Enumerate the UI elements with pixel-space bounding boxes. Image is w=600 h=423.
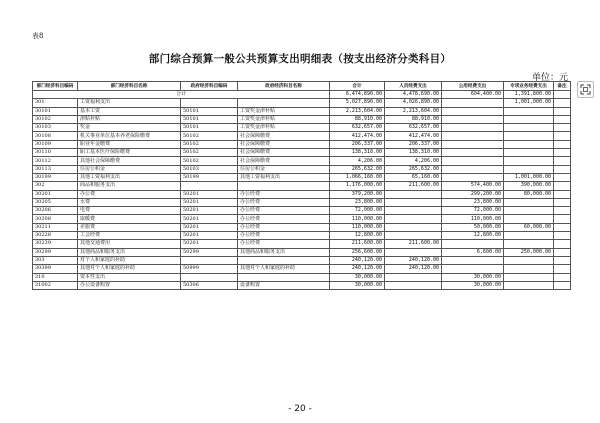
cell-note: [554, 157, 571, 165]
cell-special: 250,000.00: [504, 248, 554, 256]
cell-dept-code: 30299: [33, 248, 78, 256]
cell-gov-name: 办公经费: [238, 223, 330, 231]
cell-gov-code: [181, 273, 238, 281]
cell-total: 632,657.00: [330, 124, 385, 132]
cell-total: 2,213,604.00: [330, 107, 385, 115]
cell-dept-code: 30228: [33, 232, 78, 240]
cell-personnel: [385, 281, 442, 289]
cell-personnel: 240,120.00: [385, 265, 442, 273]
cell-gov-name: 社会保障缴费: [238, 149, 330, 157]
cell-dept-name: 基本工资: [78, 107, 181, 115]
cell-gov-name: [238, 273, 330, 281]
cell-note: [554, 281, 571, 289]
cell-dept-name: 办公费: [78, 190, 181, 198]
cell-personnel: [385, 273, 442, 281]
table-row: [33, 232, 571, 240]
cell-personnel: 88,910.00: [385, 115, 442, 123]
cell-public: [442, 165, 504, 173]
cell-public: [442, 265, 504, 273]
cell-dept-name: 电费: [78, 207, 181, 215]
cell-note: [554, 198, 571, 206]
cell-personnel: 211,600.00: [385, 182, 442, 190]
cell-note: [554, 173, 571, 181]
cell-personnel: 240,120.00: [385, 256, 442, 264]
cell-dept-code: 30108: [33, 132, 78, 140]
cell-note: [554, 99, 571, 107]
cell-gov-name: 办公经费: [238, 240, 330, 248]
cell-special: [504, 273, 554, 281]
cell-personnel: [385, 190, 442, 198]
cell-total: 138,310.00: [330, 149, 385, 157]
cell-dept-name: 水费: [78, 198, 181, 206]
cell-note: [554, 256, 571, 264]
table-row: [33, 173, 571, 181]
budget-table: [32, 81, 571, 290]
cell-total: 5,027,890.00: [330, 99, 385, 107]
cell-dept-name: 职业年金缴费: [78, 140, 181, 148]
table-row: [33, 190, 571, 198]
cell-dept-name: 住房公积金: [78, 165, 181, 173]
cell-gov-name: 社会保障缴费: [238, 140, 330, 148]
cell-gov-name: 办公经费: [238, 215, 330, 223]
cell-total: 412,474.00: [330, 132, 385, 140]
cell-special: 80,000.00: [504, 190, 554, 198]
cell-dept-code: 30208: [33, 215, 78, 223]
cell-public: [442, 115, 504, 123]
cell-dept-name: 差旅费: [78, 223, 181, 231]
cell-note: [554, 124, 571, 132]
page-number: - 20 -: [288, 404, 312, 414]
cell-dept-name: 办公设备购置: [78, 281, 181, 289]
cell-special: [504, 265, 554, 273]
cell-dept-code: 30201: [33, 190, 78, 198]
total-personnel: 4,478,690.00: [385, 91, 442, 99]
cell-gov-name: 工资奖金津补贴: [238, 124, 330, 132]
cell-special: [504, 107, 554, 115]
cell-dept-name: 其他社会保障缴费: [78, 157, 181, 165]
cell-dept-code: 30211: [33, 223, 78, 231]
cell-public: [442, 124, 504, 132]
cell-public: 12,800.00: [442, 232, 504, 240]
cell-special: [504, 132, 554, 140]
cell-public: [442, 99, 504, 107]
cell-dept-code: 303: [33, 256, 78, 264]
cell-public: 30,000.00: [442, 273, 504, 281]
cell-public: 30,000.00: [442, 281, 504, 289]
cell-personnel: 632,657.00: [385, 124, 442, 132]
cell-personnel: 211,600.00: [385, 240, 442, 248]
cell-gov-name: 办公经费: [238, 207, 330, 215]
cell-special: 1,001,000.00: [504, 99, 554, 107]
cell-note: [554, 215, 571, 223]
table-row: [33, 281, 571, 289]
cell-dept-code: 301: [33, 99, 78, 107]
cell-gov-code: 50101: [181, 115, 238, 123]
cell-gov-name: 其他商品和服务支出: [238, 248, 330, 256]
cell-note: [554, 265, 571, 273]
table-row: [33, 182, 571, 190]
cell-special: [504, 207, 554, 215]
cell-public: [442, 173, 504, 181]
cell-dept-name: 其他交通费用: [78, 240, 181, 248]
cell-public: [442, 132, 504, 140]
cell-note: [554, 240, 571, 248]
cell-total: 110,000.00: [330, 215, 385, 223]
cell-dept-name: 其他对个人和家庭的补助: [78, 265, 181, 273]
cell-special: [504, 165, 554, 173]
cell-personnel: 4,026,890.00: [385, 99, 442, 107]
table-row: [33, 107, 571, 115]
cell-dept-code: 30206: [33, 207, 78, 215]
cell-total: 110,000.00: [330, 223, 385, 231]
cell-public: 299,200.00: [442, 190, 504, 198]
cell-total: 1,066,160.00: [330, 173, 385, 181]
cell-gov-code: 50299: [181, 248, 238, 256]
table-row: [33, 132, 571, 140]
cell-gov-code: [181, 256, 238, 264]
table-row: [33, 99, 571, 107]
table-row: [33, 223, 571, 231]
cell-total: 1,176,000.00: [330, 182, 385, 190]
column-header: 专项业务经费支出: [504, 82, 554, 91]
cell-public: [442, 107, 504, 115]
cell-dept-code: 30103: [33, 124, 78, 132]
cell-gov-name: [238, 182, 330, 190]
cell-total: 379,200.00: [330, 190, 385, 198]
cell-personnel: [385, 232, 442, 240]
cell-dept-code: 30239: [33, 240, 78, 248]
cell-note: [554, 132, 571, 140]
cell-total: 4,206.00: [330, 157, 385, 165]
cell-personnel: [385, 223, 442, 231]
cell-personnel: 206,337.00: [385, 140, 442, 148]
column-header: 合计: [330, 82, 385, 91]
table-row: [33, 240, 571, 248]
cell-public: 50,000.00: [442, 223, 504, 231]
cell-dept-name: 取暖费: [78, 215, 181, 223]
cell-note: [554, 115, 571, 123]
cell-dept-code: 30102: [33, 115, 78, 123]
page-title: 部门综合预算一般公共预算支出明细表（按支出经济分类科目）: [148, 53, 452, 65]
cell-dept-code: 30205: [33, 198, 78, 206]
cell-gov-name: 其他对个人和家庭的补助: [238, 265, 330, 273]
cell-total: 211,600.00: [330, 240, 385, 248]
cell-personnel: 2,213,604.00: [385, 107, 442, 115]
total-public: 604,400.00: [442, 91, 504, 99]
column-header: 部门经济科目编码: [33, 82, 78, 91]
cell-personnel: 265,632.00: [385, 165, 442, 173]
cell-dept-code: 30399: [33, 265, 78, 273]
cell-dept-code: 31002: [33, 281, 78, 289]
cell-gov-code: 50102: [181, 140, 238, 148]
cell-gov-name: 其他工资福利支出: [238, 173, 330, 181]
total-row: [33, 91, 571, 99]
column-header: 部门经济科目名称: [78, 82, 181, 91]
cell-gov-code: 50101: [181, 107, 238, 115]
cell-special: [504, 157, 554, 165]
cell-dept-code: 310: [33, 273, 78, 281]
column-header: 人员经费支出: [385, 82, 442, 91]
cell-gov-code: 50201: [181, 232, 238, 240]
cell-total: 12,800.00: [330, 232, 385, 240]
cell-gov-code: 50201: [181, 190, 238, 198]
cell-gov-code: 50103: [181, 165, 238, 173]
cell-note: [554, 149, 571, 157]
table-number: 表8: [32, 32, 44, 40]
cell-public: [442, 157, 504, 165]
cell-gov-code: 50102: [181, 132, 238, 140]
cell-dept-code: 30110: [33, 149, 78, 157]
cell-dept-name: 商品和服务支出: [78, 182, 181, 190]
cell-note: [554, 182, 571, 190]
cell-dept-name: 工资福利支出: [78, 99, 181, 107]
cell-dept-name: 对个人和家庭的补助: [78, 256, 181, 264]
cell-total: 30,000.00: [330, 281, 385, 289]
table-row: [33, 165, 571, 173]
cell-gov-code: 50201: [181, 215, 238, 223]
table-row: [33, 273, 571, 281]
cell-note: [554, 223, 571, 231]
cell-special: [504, 256, 554, 264]
cell-note: [554, 165, 571, 173]
cell-gov-name: 办公经费: [238, 198, 330, 206]
cell-gov-code: 50306: [181, 281, 238, 289]
cell-gov-name: [238, 99, 330, 107]
cell-dept-code: 30101: [33, 107, 78, 115]
cell-note: [554, 273, 571, 281]
cell-public: 110,000.00: [442, 215, 504, 223]
cell-note: [554, 140, 571, 148]
table-row: [33, 248, 571, 256]
cell-dept-code: 30109: [33, 140, 78, 148]
cell-dept-name: 资本性支出: [78, 273, 181, 281]
cell-special: 1,001,000.00: [504, 173, 554, 181]
cell-special: [504, 124, 554, 132]
cell-special: [504, 281, 554, 289]
total-amount: 6,474,890.00: [330, 91, 385, 99]
column-header: 政府经济科目编码: [181, 82, 238, 91]
table-row: [33, 265, 571, 273]
cell-note: [554, 248, 571, 256]
table-row: [33, 115, 571, 123]
cell-dept-code: 30199: [33, 173, 78, 181]
cell-personnel: 4,206.00: [385, 157, 442, 165]
column-header: 政府经济科目名称: [238, 82, 330, 91]
cell-public: 72,000.00: [442, 207, 504, 215]
cell-note: [554, 190, 571, 198]
cell-personnel: [385, 207, 442, 215]
grid-scan-icon[interactable]: [577, 81, 594, 98]
cell-public: [442, 256, 504, 264]
cell-total: 256,600.00: [330, 248, 385, 256]
cell-gov-code: 50201: [181, 240, 238, 248]
cell-gov-code: 50102: [181, 149, 238, 157]
cell-special: 60,000.00: [504, 223, 554, 231]
cell-personnel: [385, 248, 442, 256]
cell-note: [554, 207, 571, 215]
cell-note: [554, 107, 571, 115]
cell-personnel: 138,310.00: [385, 149, 442, 157]
cell-gov-name: 设备购置: [238, 281, 330, 289]
cell-public: [442, 140, 504, 148]
table-row: [33, 207, 571, 215]
cell-note: [554, 232, 571, 240]
cell-personnel: 65,160.00: [385, 173, 442, 181]
cell-dept-name: 津贴补贴: [78, 115, 181, 123]
cell-gov-code: 50199: [181, 173, 238, 181]
cell-total: 240,120.00: [330, 256, 385, 264]
cell-dept-name: 机关事业单位基本养老保险缴费: [78, 132, 181, 140]
cell-gov-name: 工资奖金津补贴: [238, 107, 330, 115]
cell-total: 240,120.00: [330, 265, 385, 273]
cell-special: [504, 149, 554, 157]
cell-dept-code: 30112: [33, 157, 78, 165]
cell-gov-name: [238, 256, 330, 264]
cell-gov-code: [181, 182, 238, 190]
cell-gov-code: 50999: [181, 265, 238, 273]
table-row: [33, 149, 571, 157]
cell-total: 265,632.00: [330, 165, 385, 173]
total-label: 合计: [33, 91, 330, 99]
cell-special: [504, 215, 554, 223]
cell-gov-code: [181, 99, 238, 107]
cell-public: [442, 149, 504, 157]
cell-total: 72,000.00: [330, 207, 385, 215]
cell-personnel: 412,474.00: [385, 132, 442, 140]
unit-label: 单位：元: [531, 73, 568, 83]
total-note: [554, 91, 571, 99]
table-row: [33, 256, 571, 264]
cell-dept-name: 奖金: [78, 124, 181, 132]
cell-gov-code: 50201: [181, 223, 238, 231]
cell-public: 6,600.00: [442, 248, 504, 256]
cell-dept-code: 30113: [33, 165, 78, 173]
table-row: [33, 140, 571, 148]
table-row: [33, 198, 571, 206]
cell-dept-name: 职工基本医疗保险缴费: [78, 149, 181, 157]
cell-gov-name: 住房公积金: [238, 165, 330, 173]
cell-total: 206,337.00: [330, 140, 385, 148]
cell-total: 23,800.00: [330, 198, 385, 206]
cell-personnel: [385, 215, 442, 223]
cell-gov-name: 工资奖金津补贴: [238, 115, 330, 123]
cell-special: [504, 240, 554, 248]
cell-dept-name: 工会经费: [78, 232, 181, 240]
cell-personnel: [385, 198, 442, 206]
table-row: [33, 124, 571, 132]
cell-dept-name: 其他工资福利支出: [78, 173, 181, 181]
cell-total: 88,910.00: [330, 115, 385, 123]
cell-dept-name: 其他商品和服务支出: [78, 248, 181, 256]
cell-gov-code: 50201: [181, 198, 238, 206]
column-header: 公用经费支出: [442, 82, 504, 91]
table-row: [33, 215, 571, 223]
cell-total: 30,000.00: [330, 273, 385, 281]
cell-public: [442, 240, 504, 248]
cell-public: 23,800.00: [442, 198, 504, 206]
cell-dept-code: 302: [33, 182, 78, 190]
cell-gov-code: 50201: [181, 207, 238, 215]
column-header: 备注: [554, 82, 571, 91]
table-header-row: [33, 82, 571, 91]
cell-gov-code: 50101: [181, 124, 238, 132]
cell-gov-name: 办公经费: [238, 232, 330, 240]
cell-gov-name: 办公经费: [238, 190, 330, 198]
cell-special: [504, 140, 554, 148]
cell-special: [504, 115, 554, 123]
cell-gov-name: 社会保障缴费: [238, 157, 330, 165]
total-special: 1,391,800.00: [504, 91, 554, 99]
cell-special: [504, 232, 554, 240]
cell-special: 390,000.00: [504, 182, 554, 190]
cell-gov-code: 50102: [181, 157, 238, 165]
cell-special: [504, 198, 554, 206]
cell-public: 574,400.00: [442, 182, 504, 190]
cell-gov-name: 社会保障缴费: [238, 132, 330, 140]
table-row: [33, 157, 571, 165]
